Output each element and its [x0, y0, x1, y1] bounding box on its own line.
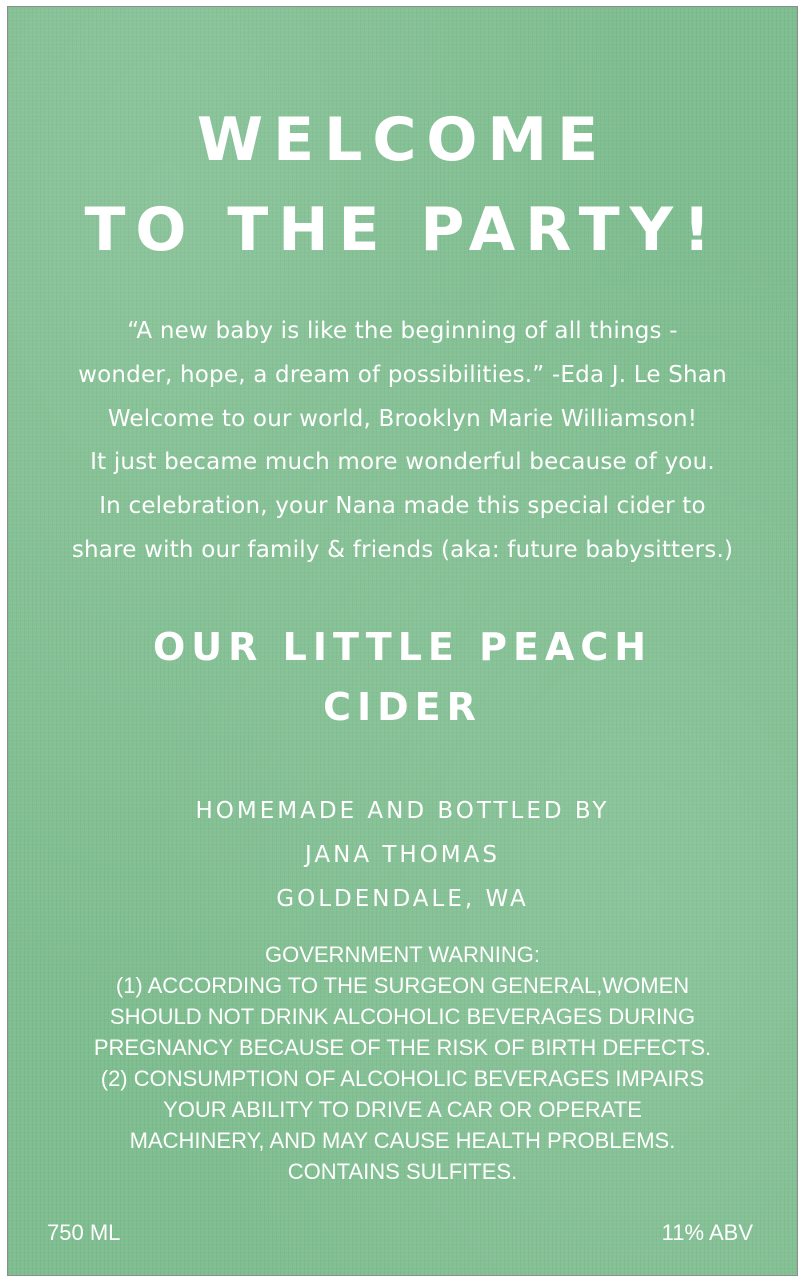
product-name-line-1: OUR LITTLE PEACH — [152, 625, 653, 669]
warning-line: MACHINERY, AND MAY CAUSE HEALTH PROBLEMS. — [129, 1128, 676, 1153]
warning-line: CONTAINS SULFITES. — [287, 1159, 518, 1184]
producer-info — [8, 789, 797, 921]
producer-name: JANA THOMAS — [305, 842, 500, 868]
headline-line-1: WELCOME — [196, 105, 609, 175]
message-line: Welcome to our world, Brooklyn Marie Williamson! — [107, 405, 698, 432]
warning-line: (2) CONSUMPTION OF ALCOHOLIC BEVERAGES IMPAIRS — [100, 1066, 705, 1091]
abv-label: 11% ABV — [661, 1220, 753, 1245]
warning-line: GOVERNMENT WARNING: — [264, 942, 540, 967]
dedication-message — [8, 310, 797, 573]
message-line: In celebration, your Nana made this special cider to — [99, 493, 706, 520]
volume-label: 750 ML — [47, 1220, 121, 1245]
producer-location: GOLDENDALE, WA — [276, 886, 529, 912]
product-name-line-2: CIDER — [323, 685, 482, 729]
message-line: It just became much more wonderful because of you. — [90, 449, 715, 476]
headline-line-2: TO THE PARTY! — [84, 195, 721, 265]
message-line: wonder, hope, a dream of possibilities.” -Eda J. Le Shan — [78, 361, 727, 388]
message-line: “A new baby is like the beginning of all things - — [127, 318, 678, 344]
warning-line: (1) ACCORDING TO THE SURGEON GENERAL,WOMEN — [115, 973, 690, 998]
warning-line: SHOULD NOT DRINK ALCOHOLIC BEVERAGES DURING — [109, 1004, 696, 1029]
bottle-label — [7, 6, 798, 1276]
warning-line: YOUR ABILITY TO DRIVE A CAR OR OPERATE — [163, 1097, 642, 1122]
producer-line-1: HOMEMADE AND BOTTLED BY — [195, 798, 610, 824]
government-warning — [8, 939, 797, 1187]
product-name — [8, 617, 797, 737]
headline — [8, 95, 797, 275]
warning-line: PREGNANCY BECAUSE OF THE RISK OF BIRTH DEFECTS. — [93, 1035, 712, 1060]
message-line: share with our family & friends (aka: future babysitters.) — [71, 536, 734, 563]
